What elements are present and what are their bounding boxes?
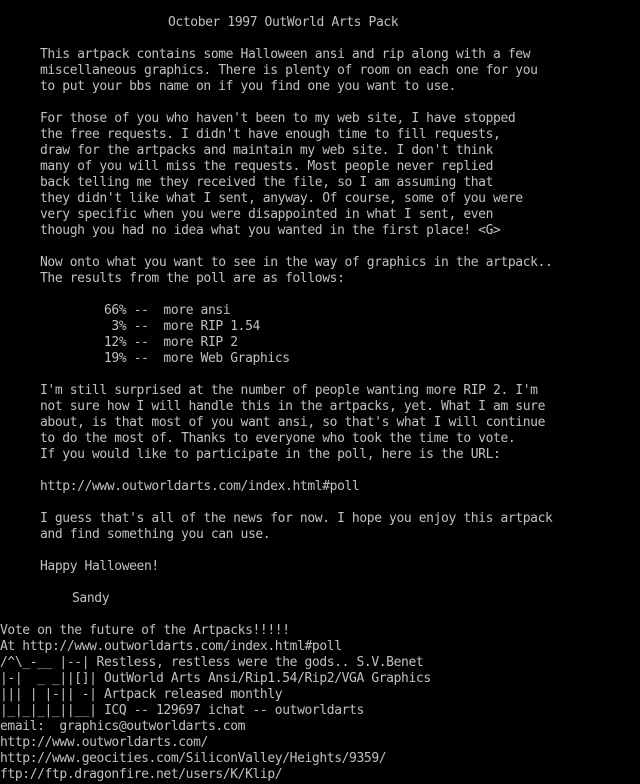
poll-comment-line: about, is that most of you want ansi, so that's what I will continue xyxy=(40,415,546,430)
requests-line: though you had no idea what you wanted in the first place! <G> xyxy=(40,223,501,238)
footer-url: ftp://ftp.dragonfire.net/users/K/Klip/ xyxy=(0,767,283,782)
signature: Sandy xyxy=(72,591,110,606)
footer-url: http://www.geocities.com/SiliconValley/Heights/9359/ xyxy=(0,751,387,766)
intro-line: miscellaneous graphics. There is plenty of room on each one for you xyxy=(40,63,538,78)
footer-line: At http://www.outworldarts.com/index.html#poll xyxy=(0,639,342,654)
footer-logo-line: |_|_|_|_||__| ICQ -- 129697 ichat -- outworldarts xyxy=(0,703,364,718)
requests-line: the free requests. I didn't have enough time to fill requests, xyxy=(40,127,501,142)
greeting: Happy Halloween! xyxy=(40,559,159,574)
poll-comment-line: I'm still surprised at the number of people wanting more RIP 2. I'm xyxy=(40,383,538,398)
poll-result-item: 66% -- more ansi xyxy=(104,303,231,318)
requests-line: back telling me they received the file, so I am assuming that xyxy=(40,175,494,190)
poll-url: http://www.outworldarts.com/index.html#poll xyxy=(40,479,360,494)
requests-line: For those of you who haven't been to my web site, I have stopped xyxy=(40,111,516,126)
poll-comment-line: If you would like to participate in the poll, here is the URL: xyxy=(40,447,501,462)
requests-line: draw for the artpacks and maintain my web site. I don't think xyxy=(40,143,494,158)
footer-logo-line: |-| _ _||[]| OutWorld Arts Ansi/Rip1.54/Rip2/VGA Graphics xyxy=(0,671,431,686)
footer-logo-line: ||| | |-|| -| Artpack released monthly xyxy=(0,687,283,702)
poll-intro-line: Now onto what you want to see in the way of graphics in the artpack.. xyxy=(40,255,553,270)
closing-line: I guess that's all of the news for now. I hope you enjoy this artpack xyxy=(40,511,553,526)
requests-line: very specific when you were disappointed in what I sent, even xyxy=(40,207,494,222)
intro-line: to put your bbs name on if you find one you want to use. xyxy=(40,79,456,94)
intro-line: This artpack contains some Halloween ansi and rip along with a few xyxy=(40,47,531,62)
poll-comment-line: to do the most of. Thanks to everyone who took the time to vote. xyxy=(40,431,516,446)
poll-result-item: 3% -- more RIP 1.54 xyxy=(104,319,260,334)
poll-intro-line: The results from the poll are as follows: xyxy=(40,271,345,286)
footer-line: Vote on the future of the Artpacks!!!!! xyxy=(0,623,290,638)
closing-line: and find something you can use. xyxy=(40,527,271,542)
poll-result-item: 12% -- more RIP 2 xyxy=(104,335,238,350)
document-title: October 1997 OutWorld Arts Pack xyxy=(168,15,399,30)
footer-url: http://www.outworldarts.com/ xyxy=(0,735,208,750)
poll-result-item: 19% -- more Web Graphics xyxy=(104,351,290,366)
requests-line: many of you will miss the requests. Most people never replied xyxy=(40,159,494,174)
footer-logo-line: /^\_-__ |--| Restless, restless were the gods.. S.V.Benet xyxy=(0,655,424,670)
footer-email: email: graphics@outworldarts.com xyxy=(0,719,246,734)
requests-line: they didn't like what I sent, anyway. Of course, some of you were xyxy=(40,191,523,206)
poll-comment-line: not sure how I will handle this in the artpacks, yet. What I am sure xyxy=(40,399,546,414)
